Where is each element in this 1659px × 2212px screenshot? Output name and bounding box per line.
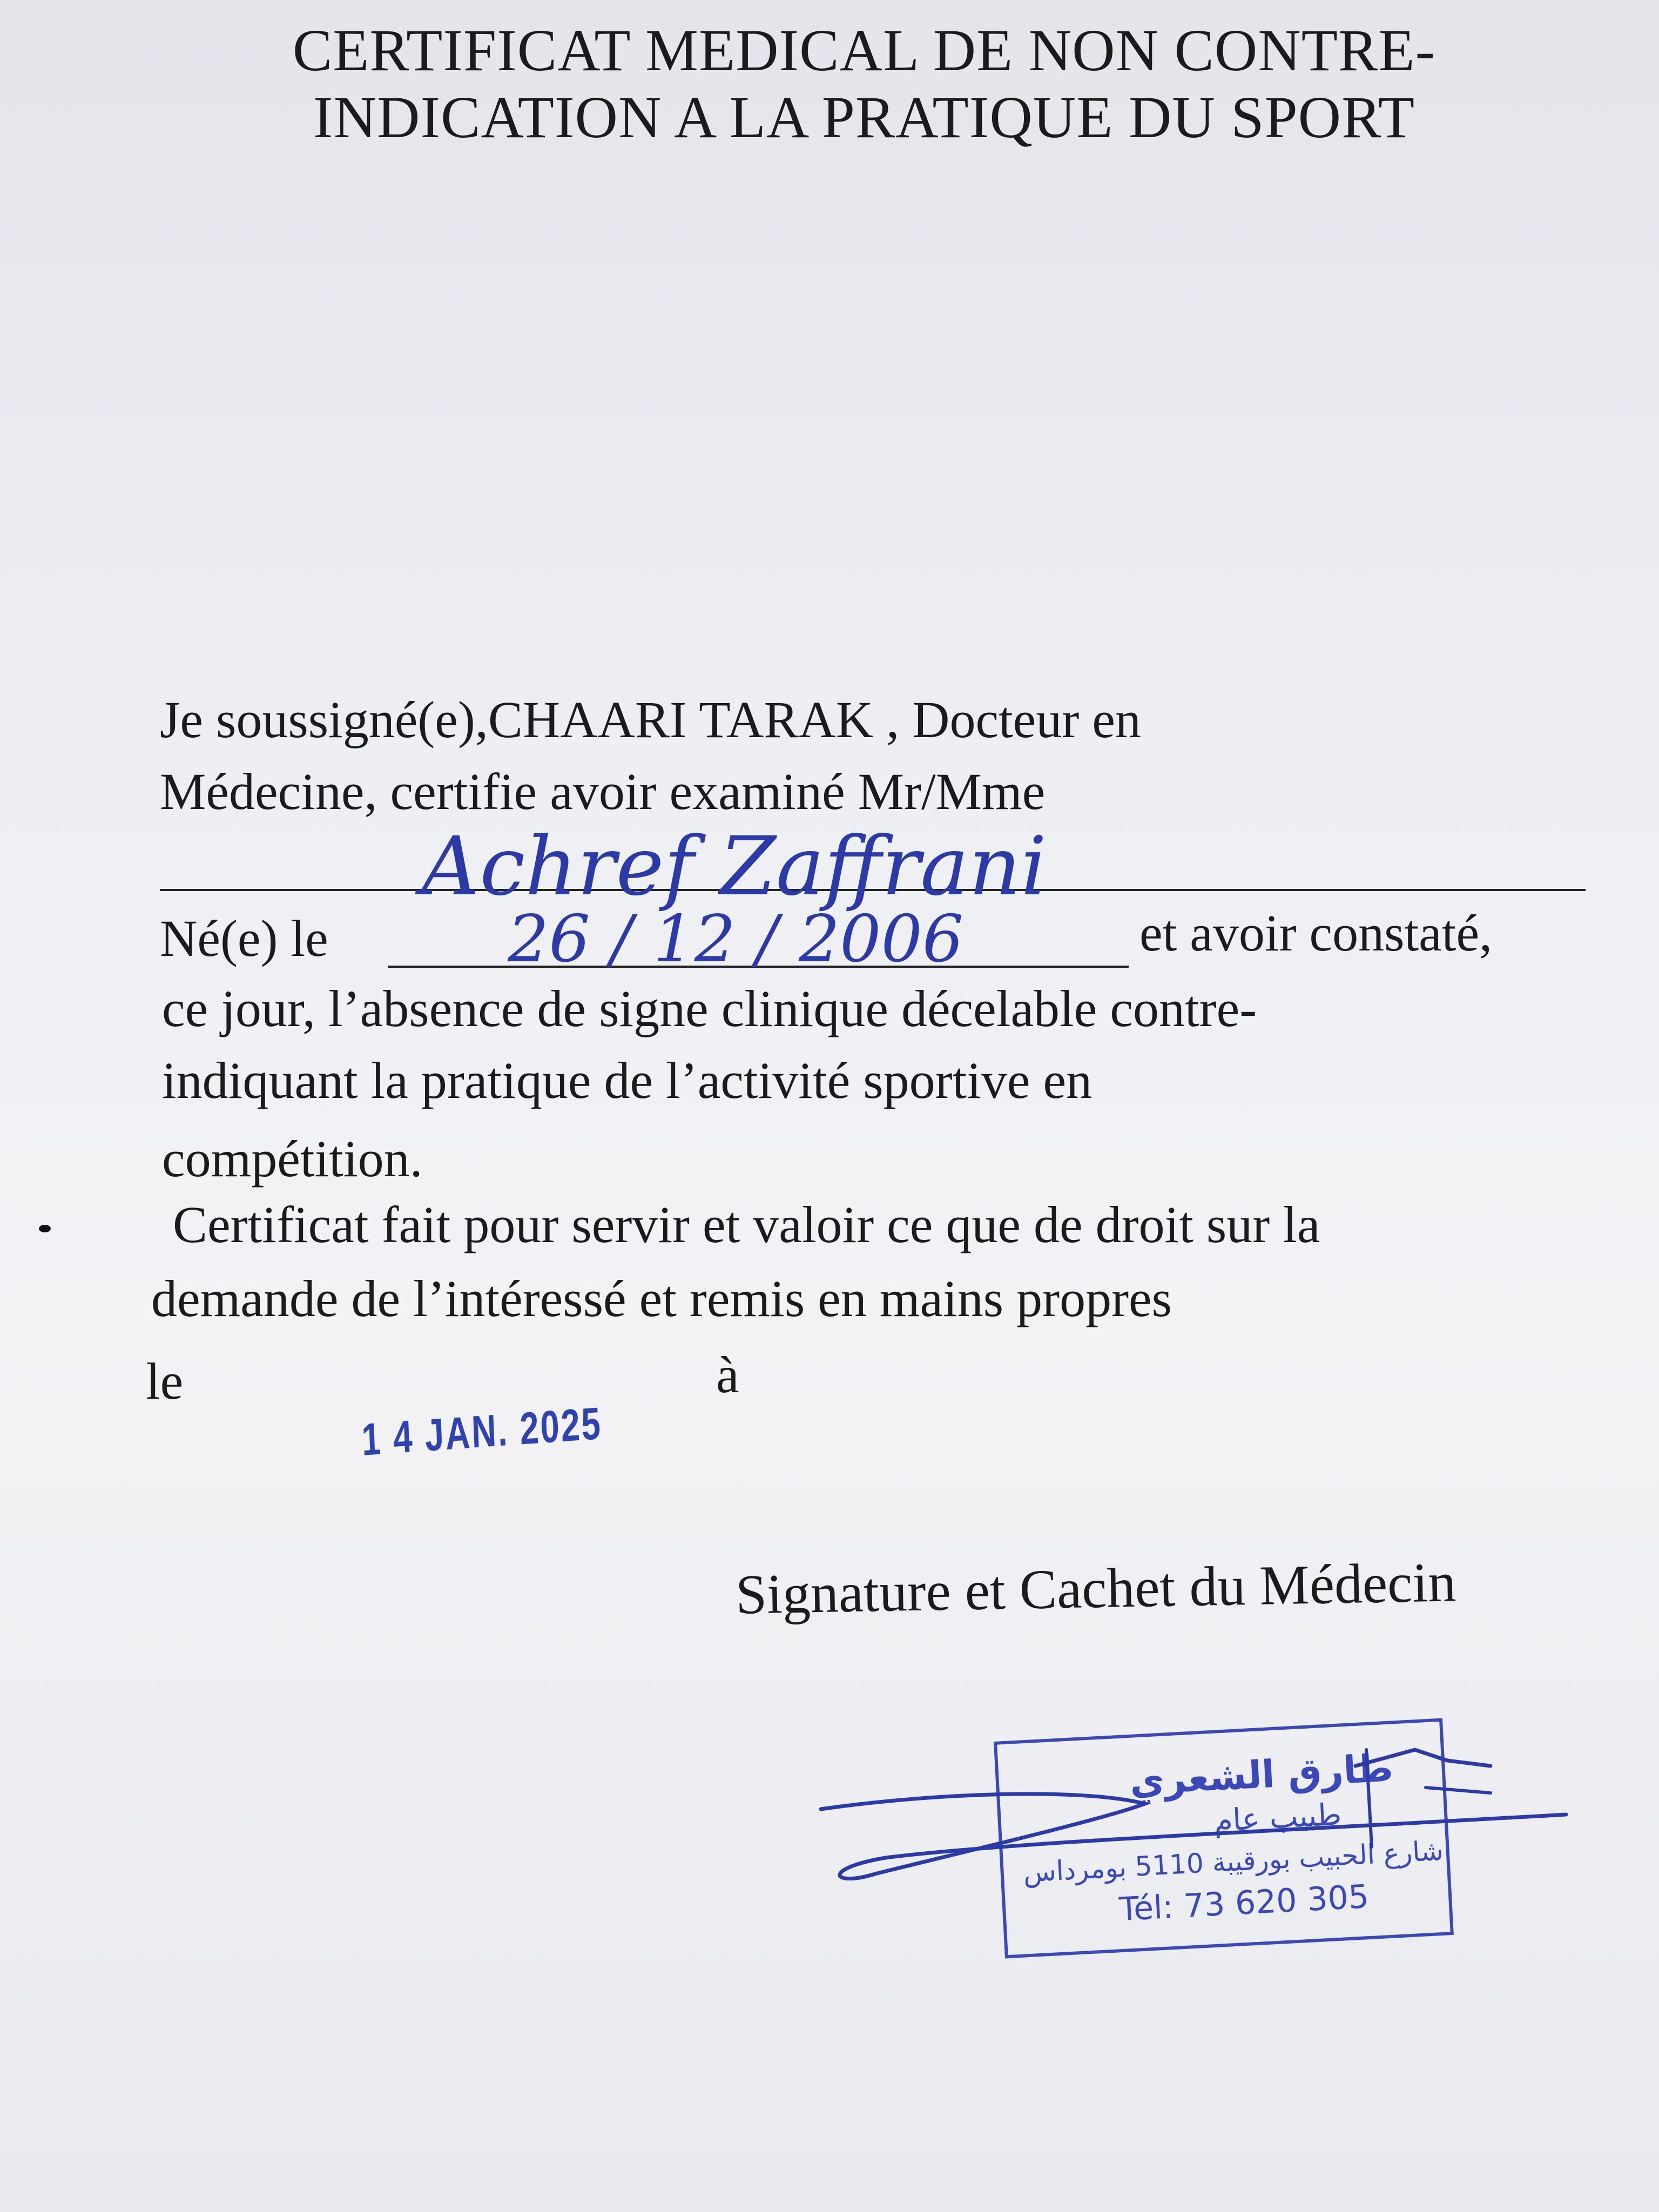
body-line-8: demande de l’intéressé et remis en mains propres xyxy=(151,1270,1172,1327)
born-after-text: et avoir constaté, xyxy=(1139,904,1493,962)
le-label: le xyxy=(146,1352,184,1410)
certificate-title-line2: INDICATION A LA PRATIQUE DU SPORT xyxy=(313,84,1415,150)
stamp-address: شارع الحبيب بورقيبة 5110 بومرداس xyxy=(1022,1835,1444,1889)
signature-label: Signature et Cachet du Médecin xyxy=(735,1551,1457,1626)
a-label: à xyxy=(716,1346,739,1404)
born-label: Né(e) le xyxy=(160,909,328,967)
stamp-doctor-name: طارق الشعري xyxy=(1128,1745,1394,1804)
ink-dot xyxy=(39,1225,51,1232)
body-line-2: Médecine, certifie avoir examiné Mr/Mme xyxy=(160,763,1046,820)
body-line-4: ce jour, l’absence de signe clinique décelable contre- xyxy=(162,980,1257,1037)
patient-name-handwritten: Achref Zaffrani xyxy=(421,820,1047,914)
body-line-1: Je soussigné(e),CHAARI TARAK , Docteur en xyxy=(160,691,1141,748)
stamp-doctor-title: طبيب عام xyxy=(1213,1797,1343,1839)
body-line-7: Certificat fait pour servir et valoir ce que de droit sur la xyxy=(173,1196,1320,1253)
doctor-signature xyxy=(799,1728,1577,1933)
stamp-phone: Tél: 73 620 305 xyxy=(1118,1878,1370,1929)
date-stamp: 1 4 JAN. 2025 xyxy=(361,1397,603,1465)
birth-date-handwritten: 26 / 12 / 2006 xyxy=(508,902,964,977)
body-line-5: indiquant la pratique de l’activité sportive en xyxy=(162,1051,1092,1109)
body-line-6: compétition. xyxy=(162,1130,423,1188)
certificate-title-line1: CERTIFICAT MEDICAL DE NON CONTRE- xyxy=(292,17,1436,83)
